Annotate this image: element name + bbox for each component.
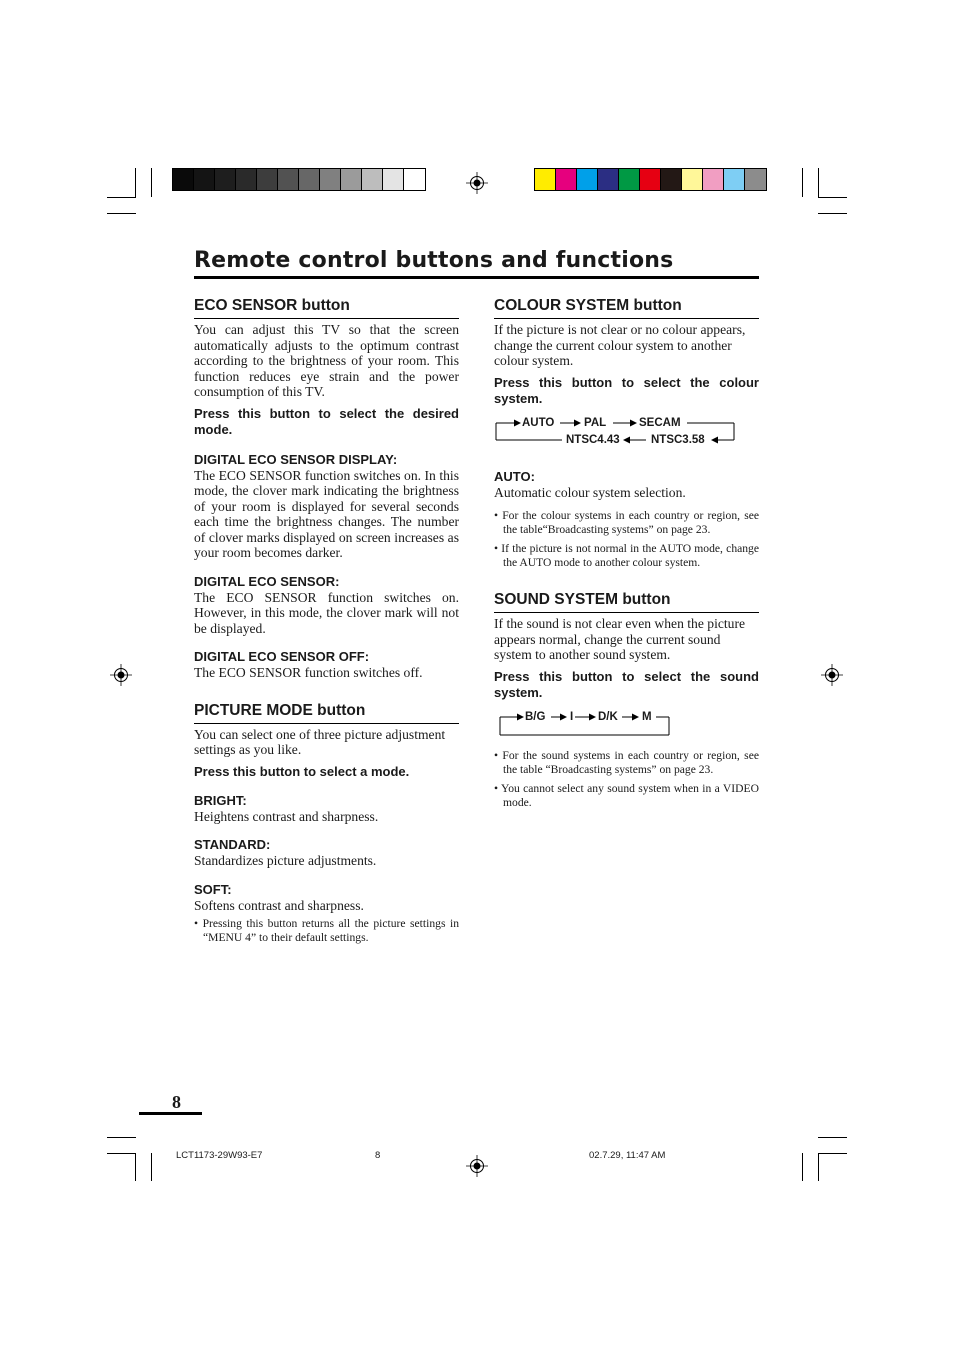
eco-sensor-heading-sub: DIGITAL ECO SENSOR: <box>194 573 340 589</box>
color-swatch <box>320 169 341 190</box>
color-swatch <box>535 169 556 190</box>
sound-note-2: • You cannot select any sound system when in a VIDEO mode. <box>494 781 759 809</box>
eco-display-heading: DIGITAL ECO SENSOR DISPLAY: <box>194 451 398 467</box>
sound-instruction: Press this button to select the sound system. <box>494 668 759 700</box>
eco-sensor-heading: ECO SENSOR button <box>194 296 459 319</box>
sound-note-1: • For the sound systems in each country or region, see the table “Broadcasting systems” on page 23. <box>494 748 759 776</box>
eco-sensor-text: The ECO SENSOR function switches on. However, in this mode, the clover mark will not be displayed. <box>194 589 459 636</box>
soft-text: Softens contrast and sharpness. <box>194 897 364 913</box>
eco-intro: You can adjust this TV so that the screen automatically adjusts to the optimum contrast according to the brightness of your room. This function reduces eye strain and the power consumption of this TV. <box>194 322 459 399</box>
right-column <box>494 296 759 810</box>
colour-ntsc443-label: NTSC4.43 <box>566 433 620 446</box>
registration-mark-icon <box>110 664 132 686</box>
color-swatch <box>215 169 236 190</box>
crop-mark <box>818 1153 819 1181</box>
bright-heading: BRIGHT: <box>194 792 247 808</box>
bright-text: Heightens contrast and sharpness. <box>194 808 379 824</box>
grayscale-bar <box>172 168 426 191</box>
registration-mark-icon <box>821 664 843 686</box>
color-swatch <box>724 169 745 190</box>
sound-bg-label: B/G <box>525 710 546 723</box>
colour-system-heading: COLOUR SYSTEM button <box>494 296 759 319</box>
crop-mark <box>107 1153 136 1154</box>
colour-instruction: Press this button to select the colour system. <box>494 374 759 406</box>
eco-display-text: The ECO SENSOR function switches on. In this mode, the clover mark indicating the brightness of your room is displayed for several seconds each time the brightness changes. The number of clover marks displayed on screen increases as your room becomes darker. <box>194 467 459 560</box>
sound-i-label: I <box>570 710 574 723</box>
picture-note: • Pressing this button returns all the picture settings in “MENU 4” to their default settings. <box>194 917 459 944</box>
crop-mark <box>802 1153 803 1181</box>
colour-secam-label: SECAM <box>639 416 681 429</box>
page-title: Remote control buttons and functions <box>194 248 674 273</box>
color-swatch <box>341 169 362 190</box>
footer-timestamp: 02.7.29, 11:47 AM <box>589 1150 666 1161</box>
sound-m-label: M <box>642 710 652 723</box>
color-swatch <box>661 169 682 190</box>
color-swatch <box>598 169 619 190</box>
picture-intro: You can select one of three picture adjustment settings as you like. <box>194 726 446 757</box>
standard-heading: STANDARD: <box>194 837 271 852</box>
crop-mark <box>151 168 152 197</box>
color-swatch <box>556 169 577 190</box>
crop-mark <box>135 1153 136 1181</box>
page-number: 8 <box>172 1092 181 1112</box>
auto-heading: AUTO: <box>494 468 535 484</box>
auto-text: Automatic colour system selection. <box>494 484 686 500</box>
sound-system-heading: SOUND SYSTEM button <box>494 590 759 613</box>
color-bar <box>534 168 767 191</box>
picture-instruction: Press this button to select a mode. <box>194 763 410 779</box>
soft-heading: SOFT: <box>194 881 232 897</box>
color-swatch <box>577 169 598 190</box>
color-swatch <box>682 169 703 190</box>
color-swatch <box>236 169 257 190</box>
registration-mark-icon <box>466 172 488 194</box>
footer-page: 8 <box>375 1150 381 1161</box>
crop-mark <box>107 197 136 198</box>
crop-mark <box>151 1153 152 1181</box>
color-swatch <box>173 169 194 190</box>
color-swatch <box>194 169 215 190</box>
color-swatch <box>619 169 640 190</box>
colour-auto-label: AUTO <box>522 416 555 429</box>
eco-instruction: Press this button to select the desired mode. <box>194 405 459 437</box>
color-swatch <box>299 169 320 190</box>
colour-ntsc358-label: NTSC3.58 <box>651 433 705 446</box>
color-swatch <box>745 169 766 190</box>
color-swatch <box>640 169 661 190</box>
color-swatch <box>703 169 724 190</box>
sound-dk-label: D/K <box>598 710 618 723</box>
eco-off-heading: DIGITAL ECO SENSOR OFF: <box>194 649 370 664</box>
crop-mark <box>818 197 847 198</box>
picture-mode-heading: PICTURE MODE button <box>194 701 459 724</box>
crop-mark <box>818 1137 847 1138</box>
colour-note-1: • For the colour systems in each country or region, see the table“Broadcasting systems” on page 23. <box>494 509 759 536</box>
crop-mark <box>802 168 803 197</box>
crop-mark <box>135 168 136 197</box>
page-number-rule <box>139 1112 202 1115</box>
sound-cycle-diagram <box>494 709 759 745</box>
color-swatch <box>278 169 299 190</box>
crop-mark <box>818 213 847 214</box>
crop-mark <box>107 1137 136 1138</box>
color-swatch <box>257 169 278 190</box>
color-swatch <box>362 169 383 190</box>
colour-pal-label: PAL <box>584 416 607 429</box>
registration-mark-icon <box>466 1155 488 1177</box>
colour-intro: If the picture is not clear or no colour appears, change the current colour system to another colour system. <box>494 322 746 368</box>
colour-cycle-diagram <box>494 415 759 469</box>
title-rule <box>194 276 759 279</box>
crop-mark <box>818 1153 847 1154</box>
colour-note-2: • If the picture is not normal in the AUTO mode, change the AUTO mode to another colour system. <box>494 542 759 569</box>
left-column <box>194 296 459 945</box>
crop-mark <box>107 213 136 214</box>
footer-code: LCT1173-29W93-E7 <box>176 1150 263 1161</box>
eco-off-text: The ECO SENSOR function switches off. <box>194 665 423 680</box>
crop-mark <box>818 168 819 197</box>
color-swatch <box>383 169 404 190</box>
color-swatch <box>404 169 425 190</box>
sound-intro: If the sound is not clear even when the picture appears normal, change the current sound system to another sound system. <box>494 616 746 662</box>
standard-text: Standardizes picture adjustments. <box>194 853 377 868</box>
